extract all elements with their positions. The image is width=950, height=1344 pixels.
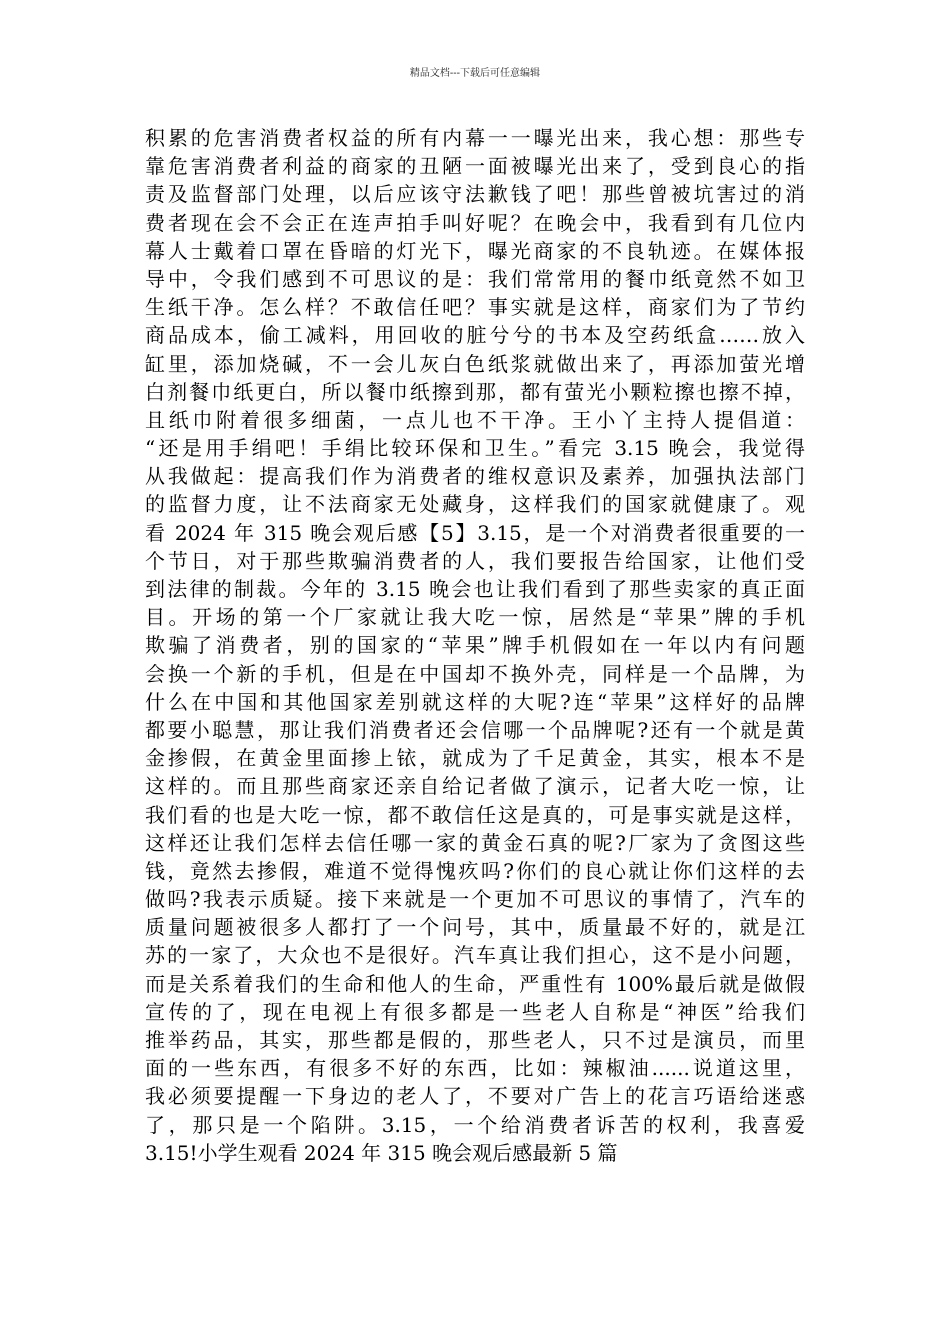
text-line: 积累的危害消费者权益的所有内幕一一曝光出来，我心想：那些专 (145, 126, 805, 150)
text-line: 宣传的了，现在电视上有很多都是一些老人自称是“神医”给我们 (145, 999, 805, 1024)
text-line: 缸里，添加烧碱，不一会儿灰白色纸浆就做出来了，再添加萤光增 (145, 351, 805, 376)
text-line: 都要小聪慧，那让我们消费者还会信哪一个品牌呢?还有一个就是黄 (145, 717, 805, 742)
text-line: 这样的。而且那些商家还亲自给记者做了演示，记者大吃一惊，让 (145, 774, 805, 799)
text-line: “还是用手绢吧！手绢比较环保和卫生。”看完 3.15 晚会，我觉得 (145, 436, 805, 461)
text-line: 会换一个新的手机，但是在中国却不换外壳，同样是一个品牌，为 (145, 661, 805, 686)
text-line: 质量问题被很多人都打了一个问号，其中，质量最不好的，就是江 (145, 915, 805, 940)
text-line: 了，那只是一个陷阱。3.15，一个给消费者诉苦的权利，我喜爱 (145, 1112, 805, 1137)
text-line: 金掺假，在黄金里面掺上铱，就成为了千足黄金，其实，根本不是 (145, 746, 805, 771)
text-line: 导中，令我们感到不可思议的是：我们常常用的餐巾纸竟然不如卫 (145, 266, 805, 291)
text-line: 幕人士戴着口罩在昏暗的灯光下，曝光商家的不良轨迹。在媒体报 (145, 238, 805, 263)
text-line: 费者现在会不会正在连声拍手叫好呢？在晚会中，我看到有几位内 (145, 210, 805, 235)
text-line: 做吗?我表示质疑。接下来就是一个更加不可思议的事情了，汽车的 (145, 887, 805, 912)
text-line: 白剂餐巾纸更白，所以餐巾纸擦到那，都有萤光小颗粒擦也擦不掉， (145, 379, 805, 404)
text-line: 推举药品，其实，那些都是假的，那些老人，只不过是演员，而里 (145, 1028, 805, 1052)
text-line: 我必须要提醒一下身边的老人了，不要对广告上的花言巧语给迷惑 (145, 1084, 805, 1109)
text-line: 面的一些东西，有很多不好的东西，比如：辣椒油......说道这里， (145, 1056, 805, 1081)
text-line: 从我做起：提高我们作为消费者的维权意识及素养，加强执法部门 (145, 464, 805, 489)
body-text (145, 124, 805, 1167)
text-line: 且纸巾附着很多细菌，一点儿也不干净。王小丫主持人提倡道： (145, 407, 805, 432)
text-line: 责及监督部门处理，以后应该守法歉钱了吧！那些曾被坑害过的消 (145, 182, 805, 207)
text-line: 什么在中国和其他国家差别就这样的大呢?连“苹果”这样好的品牌 (145, 689, 805, 714)
text-line: 苏的一家了，大众也不是很好。汽车真让我们担心，这不是小问题， (145, 943, 805, 968)
text-line: 钱，竟然去掺假，难道不觉得愧疚吗?你们的良心就让你们这样的去 (145, 858, 805, 883)
page-header: 精品文档---下载后可任意编辑 (409, 68, 541, 79)
text-line: 目。开场的第一个厂家就让我大吃一惊，居然是“苹果”牌的手机 (145, 605, 805, 630)
text-line: 的监督力度，让不法商家无处藏身，这样我们的国家就健康了。观 (145, 492, 805, 517)
text-line: 而是关系着我们的生命和他人的生命，严重性有 100%最后就是做假 (145, 971, 805, 996)
text-line: 3.15!小学生观看 2024 年 315 晚会观后感最新 5 篇 (145, 1140, 618, 1165)
text-line: 看 2024 年 315 晚会观后感【5】3.15，是一个对消费者很重要的一 (145, 520, 805, 545)
text-line: 到法律的制裁。今年的 3.15 晚会也让我们看到了那些卖家的真正面 (145, 577, 805, 601)
text-line: 商品成本，偷工减料，用回收的脏兮兮的书本及空药纸盒……放入 (145, 323, 805, 348)
text-line: 这样还让我们怎样去信任哪一家的黄金石真的呢?厂家为了贪图这些 (145, 830, 805, 855)
text-line: 欺骗了消费者，别的国家的“苹果”牌手机假如在一年以内有问题 (145, 633, 805, 658)
text-line: 我们看的也是大吃一惊，都不敢信任这是真的，可是事实就是这样， (145, 802, 805, 827)
text-line: 生纸干净。怎么样？不敢信任吧？事实就是这样，商家们为了节约 (145, 295, 805, 320)
text-line: 靠危害消费者利益的商家的丑陋一面被曝光出来了，受到良心的指 (145, 154, 805, 179)
text-line: 个节日，对于那些欺骗消费者的人，我们要报告给国家，让他们受 (145, 548, 805, 573)
